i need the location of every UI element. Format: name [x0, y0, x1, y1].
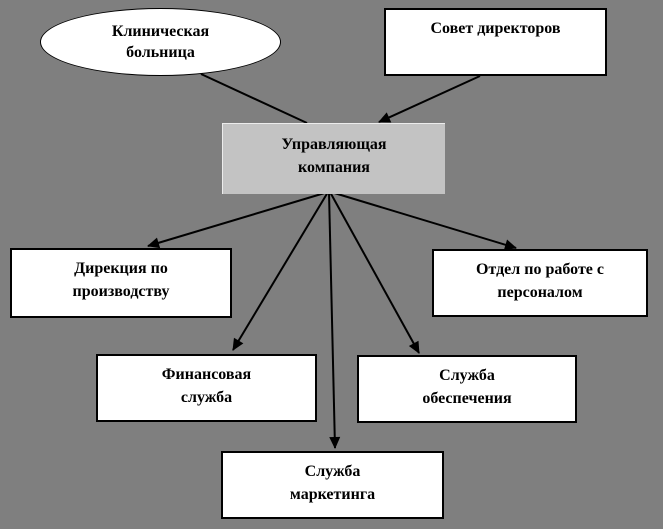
node-label-line: обеспечения [422, 390, 512, 407]
node-label-line: Совет директоров [430, 20, 561, 37]
node-clinical-hospital [40, 8, 281, 76]
node-production-directorate [10, 248, 232, 318]
node-label-line: Управляющая [281, 136, 387, 153]
node-label-line: производству [72, 283, 170, 300]
edge-management_company-to-financial_service [233, 192, 328, 350]
node-board-of-directors [384, 8, 607, 76]
node-label-line: компания [298, 159, 370, 176]
edge-management_company-to-production_directorate [148, 192, 328, 246]
node-label-line: маркетинга [289, 486, 376, 503]
node-label-line: больница [126, 44, 195, 61]
node-label-line: Отдел по работе с [475, 261, 605, 278]
node-label-line: Служба [304, 463, 361, 480]
node-marketing-service [221, 451, 444, 519]
node-hr-department [432, 249, 648, 317]
node-financial-service [96, 354, 317, 422]
node-label-line: Дирекция по [74, 260, 168, 277]
edge-clinical_hospital-to-management_company [201, 74, 307, 123]
node-label-line: Клиническая [111, 23, 210, 40]
edge-board_of_directors-to-management_company [379, 76, 480, 122]
node-support-service [357, 355, 577, 423]
node-management-company [222, 123, 445, 194]
edge-management_company-to-support_service [330, 192, 419, 353]
node-label-line: Служба [439, 367, 495, 384]
edge-management_company-to-hr_department [331, 192, 516, 248]
node-label-line: персоналом [497, 284, 583, 301]
node-label-line: Финансовая [161, 366, 252, 383]
edge-management_company-to-marketing_service [329, 192, 335, 448]
node-label-line: служба [180, 389, 233, 406]
